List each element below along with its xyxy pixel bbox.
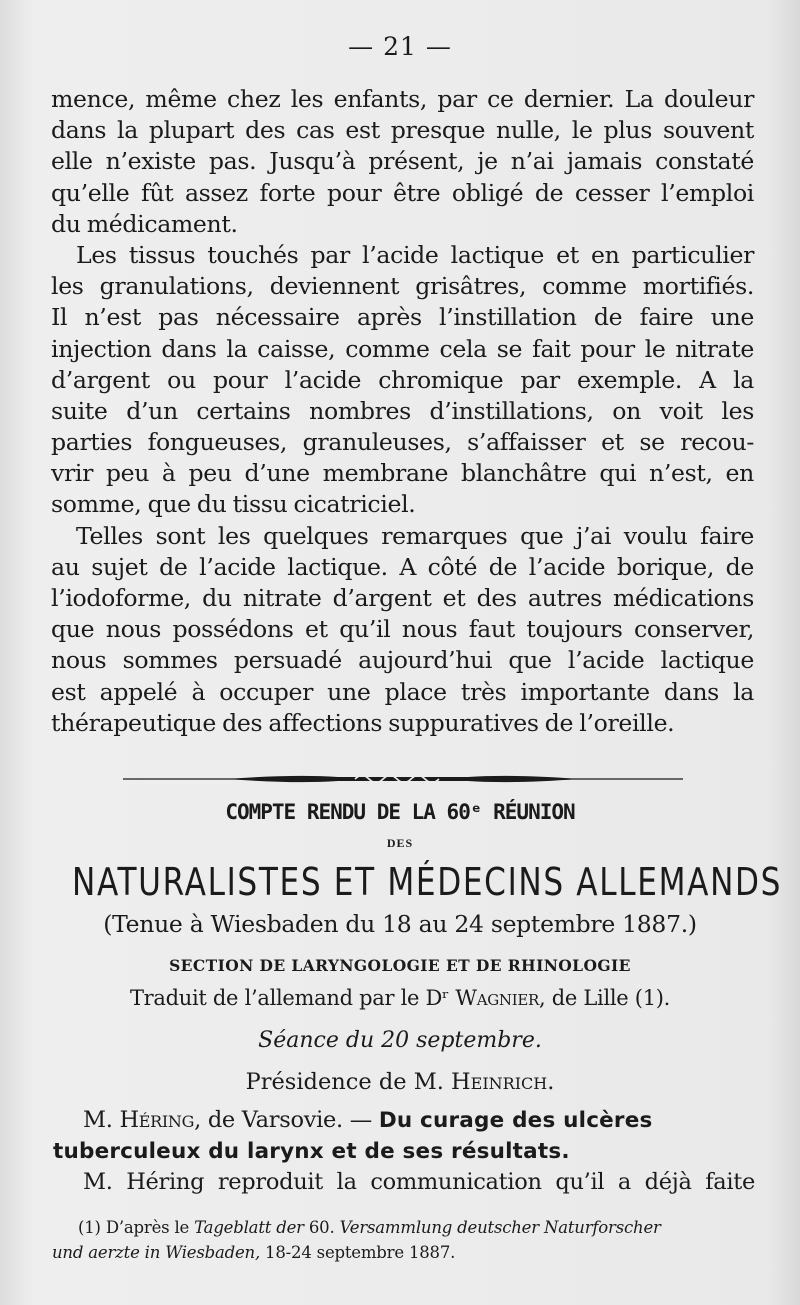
section-name: SECTION DE LARYNGOLOGIE ET DE RHINOLOGIE <box>169 956 631 975</box>
footnote <box>52 1215 758 1265</box>
translator-prefix: Traduit de l’allemand par le Dʳ <box>129 986 456 1010</box>
presidency-suffix: . <box>547 1069 555 1095</box>
text-line: somme, que du tissu cicatriciel. <box>51 490 416 519</box>
translator-credit <box>0 986 800 1010</box>
hering-place: , de Varsovie. — <box>194 1107 379 1133</box>
main-title: NATURALISTES ET MÉDECINS ALLEMANDS <box>72 860 783 904</box>
hering-name: Héring <box>119 1107 195 1133</box>
text-line: injection dans la caisse, comme cela se fait pour le nitrate <box>51 334 754 363</box>
footnote-end: 18-24 septembre 1887. <box>260 1243 456 1262</box>
main-paragraphs <box>51 84 754 739</box>
text-line: d’argent ou pour l’acide chromique par exemple. A la <box>51 365 754 394</box>
footnote-ital-1: Tageblatt der <box>194 1218 304 1237</box>
text-line: au sujet de l’acide lactique. A côté de l’acide borique, de <box>51 552 754 581</box>
hering-prefix: M. <box>83 1107 120 1133</box>
session-date: Séance du 20 septembre. <box>258 1028 542 1053</box>
text-line: qu’elle fût assez forte pour être obligé de cesser l’emploi <box>51 178 754 207</box>
text-line: parties fongueuses, granuleuses, s’affaisser et se recou- <box>51 428 754 457</box>
hering-title-1: Du curage des ulcères <box>378 1108 653 1133</box>
ornamental-divider <box>123 772 683 786</box>
footnote-line-1 <box>78 1215 758 1240</box>
footnote-line-2 <box>52 1240 758 1265</box>
hering-title-2: tuberculeux du larynx et de ses résultats. <box>53 1139 570 1165</box>
presidency-prefix: Présidence de M. <box>245 1069 452 1095</box>
president-name: Heinrich <box>451 1069 548 1095</box>
text-line: Les tissus touchés par l’acide lactique et en particulier <box>76 240 754 269</box>
translator-suffix: , de Lille (1). <box>539 986 671 1010</box>
presidency <box>0 1069 800 1095</box>
footnote-mid: 60. <box>303 1218 340 1237</box>
translator-name: Wagnier <box>455 986 540 1010</box>
hering-heading-line <box>53 1105 755 1136</box>
text-line: que nous possédons et qu’il nous faut toujours conserver, <box>51 615 754 644</box>
meeting-dates: (Tenue à Wiesbaden du 18 au 24 septembre 1887.) <box>103 910 697 938</box>
text-line: thérapeutique des affections suppuratives de l’oreille. <box>51 708 675 737</box>
text-line: les granulations, deviennent grisâtres, comme mortifiés. <box>51 272 754 301</box>
hering-section <box>53 1105 755 1199</box>
text-line: Il n’est pas nécessaire après l’instillation de faire une <box>51 303 754 332</box>
page-number: — 21 — <box>348 32 452 61</box>
section-heading: COMPTE RENDU DE LA 60ᵉ RÉUNION <box>225 800 575 824</box>
footnote-ital-2: Versammlung deutscher Naturforscher <box>339 1218 661 1237</box>
text-line: vrir peu à peu d’une membrane blanchâtre qui n’est, en <box>51 459 754 488</box>
text-line: suite d’un certains nombres d’instillations, on voit les <box>51 396 754 425</box>
text-line: nous sommes persuadé aujourd’hui que l’acide lactique <box>51 646 754 675</box>
text-line: du médicament. <box>51 209 238 238</box>
text-line: dans la plupart des cas est presque nulle, le plus souvent <box>51 116 754 145</box>
text-line: l’iodoforme, du nitrate d’argent et des autres médications <box>51 584 754 612</box>
footnote-ital-3: und aerzte in Wiesbaden, <box>52 1243 261 1262</box>
text-line: Telles sont les quelques remarques que j’ai voulu faire <box>76 521 754 550</box>
heading-connector: DES <box>386 836 414 850</box>
text-line: mence, même chez les enfants, par ce dernier. La douleur <box>51 85 754 113</box>
text-line: elle n’existe pas. Jusqu’à présent, je n’ai jamais constaté <box>51 147 754 176</box>
footnote-marker: (1) D’après le <box>78 1218 195 1237</box>
text-line: est appelé à occuper une place très importante dans la <box>51 677 754 706</box>
hering-text: M. Héring reproduit la communication qu’il a déjà faite <box>83 1169 755 1196</box>
